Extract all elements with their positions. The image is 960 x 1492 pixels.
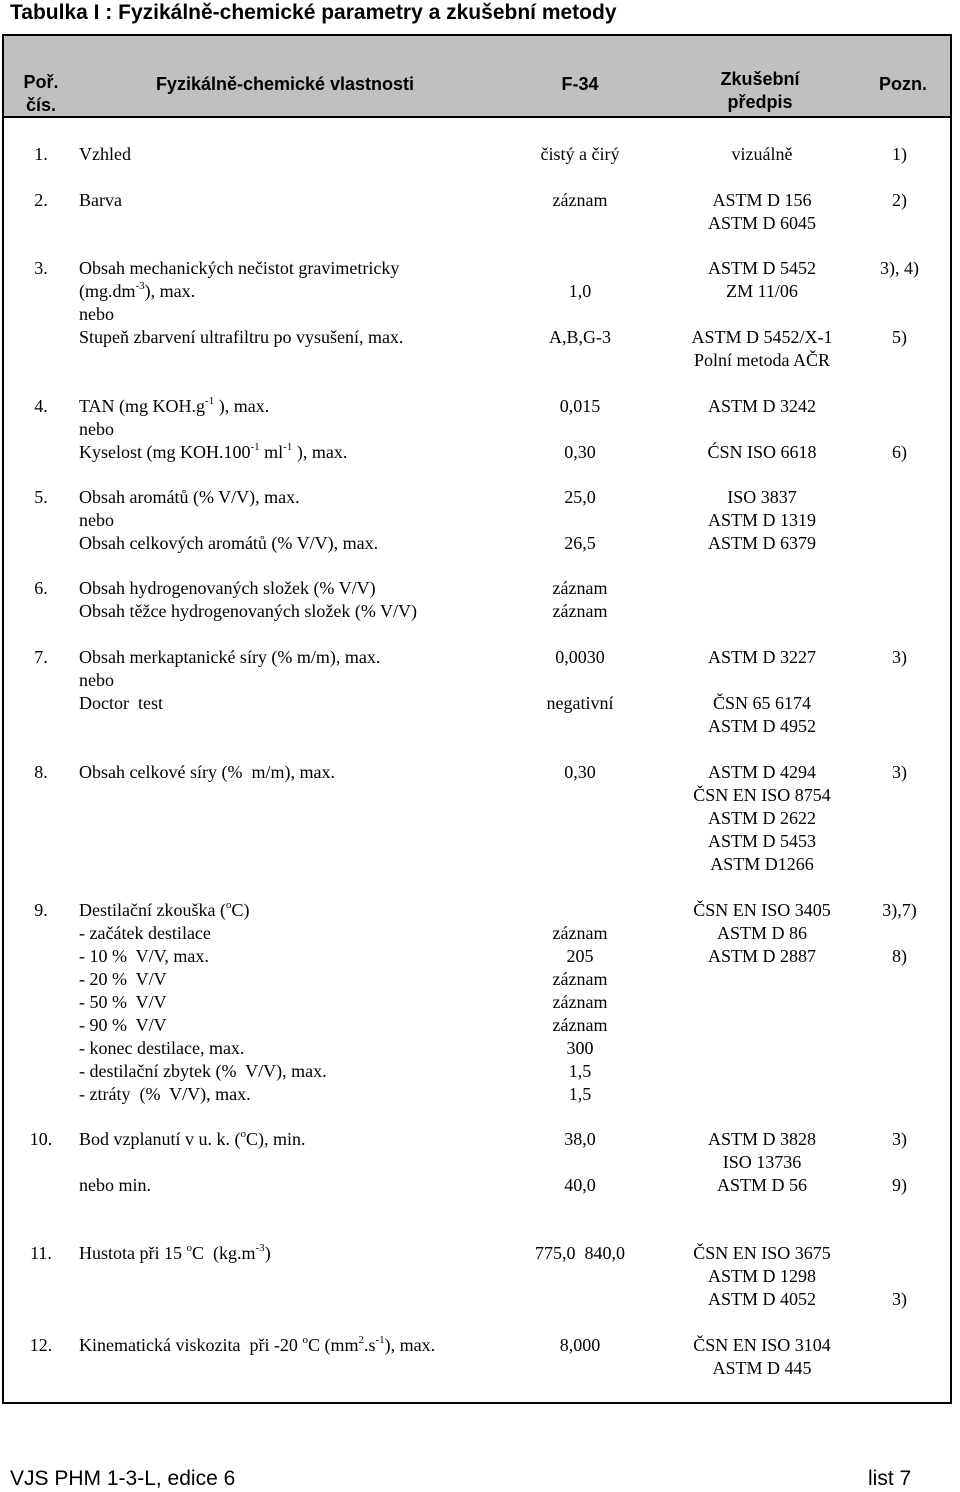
superscript: -1 bbox=[283, 441, 293, 453]
row-11-number: 11. bbox=[30, 1243, 52, 1263]
superscript: -1 bbox=[205, 395, 215, 407]
row-11-method-2: ASTM D 1298 bbox=[707, 1266, 816, 1286]
row-3-method-2: ZM 11/06 bbox=[726, 281, 798, 301]
superscript: o bbox=[302, 1334, 308, 1346]
row-12-value: 8,000 bbox=[559, 1335, 601, 1355]
row-1-method: vizuálně bbox=[731, 144, 793, 164]
row-12-method-2: ASTM D 445 bbox=[712, 1358, 812, 1378]
text: Hustota při 15 bbox=[79, 1243, 187, 1263]
row-2-method-1: ASTM D 156 bbox=[712, 190, 812, 210]
row-9-property-5: - 50 % V/V bbox=[79, 992, 167, 1012]
row-1-number: 1. bbox=[34, 144, 48, 164]
row-8-method-5: ASTM D1266 bbox=[710, 854, 814, 874]
row-7-value-2: negativní bbox=[546, 693, 614, 713]
row-3-value-1: 1,0 bbox=[568, 281, 592, 301]
row-7-method-1: ASTM D 3227 bbox=[707, 647, 816, 667]
row-4-method-1: ASTM D 3242 bbox=[707, 396, 816, 416]
row-9-note-1: 3),7) bbox=[882, 900, 917, 920]
header-property: Fyzikálně-chemické vlastnosti bbox=[155, 74, 415, 94]
row-7-property-1: Obsah merkaptanické síry (% m/m), max. bbox=[79, 647, 381, 667]
row-11-note: 3) bbox=[892, 1289, 907, 1309]
page-title: Tabulka I : Fyzikálně-chemické parametry a zkušební metody bbox=[10, 1, 617, 24]
header-divider bbox=[2, 116, 952, 118]
row-4-method-2: ĆSN ISO 6618 bbox=[707, 442, 817, 462]
row-8-method-2: ČSN EN ISO 8754 bbox=[693, 785, 831, 805]
row-3-note-1: 3), 4) bbox=[880, 258, 919, 278]
row-3-property-4: Stupeň zbarvení ultrafiltru po vysušení, max. bbox=[79, 327, 404, 347]
row-10-note-1: 3) bbox=[892, 1129, 907, 1149]
row-2-property: Barva bbox=[79, 190, 122, 210]
superscript: o bbox=[225, 899, 232, 911]
row-6-value-1: záznam bbox=[552, 578, 608, 598]
superscript: -3 bbox=[255, 1242, 265, 1254]
row-3-method-3: ASTM D 5452/X-1 bbox=[691, 327, 833, 347]
superscript: -1 bbox=[250, 441, 260, 453]
row-7-value-1: 0,0030 bbox=[555, 647, 605, 667]
header-method-line2: předpis bbox=[727, 92, 793, 112]
text: ), max. bbox=[214, 396, 270, 416]
row-8-note: 3) bbox=[892, 762, 907, 782]
row-10-value-1: 38,0 bbox=[564, 1129, 596, 1149]
row-9-value-2: záznam bbox=[552, 923, 608, 943]
header-value: F-34 bbox=[561, 74, 599, 94]
row-6-property-2: Obsah těžce hydrogenovaných složek (% V/V) bbox=[79, 601, 418, 621]
superscript: o bbox=[240, 1128, 246, 1140]
text: .s bbox=[363, 1335, 376, 1355]
text: C) bbox=[231, 900, 250, 920]
row-5-number: 5. bbox=[34, 487, 48, 507]
superscript: 2 bbox=[358, 1334, 364, 1346]
row-11-property bbox=[79, 1242, 271, 1265]
text: ), max. bbox=[144, 281, 196, 301]
row-9-value-7: 300 bbox=[566, 1038, 594, 1058]
row-11-method-3: ASTM D 4052 bbox=[707, 1289, 816, 1309]
row-4-note: 6) bbox=[892, 442, 907, 462]
row-1-note: 1) bbox=[892, 144, 907, 164]
row-5-property-2: nebo bbox=[79, 510, 114, 530]
row-9-property-6: - 90 % V/V bbox=[79, 1015, 167, 1035]
row-3-value-2: A,B,G-3 bbox=[549, 327, 611, 347]
row-8-number: 8. bbox=[34, 762, 48, 782]
row-7-method-3: ASTM D 4952 bbox=[707, 716, 816, 736]
row-11-method-1: ČSN EN ISO 3675 bbox=[693, 1243, 831, 1263]
row-10-property-2: nebo min. bbox=[79, 1175, 151, 1195]
row-9-value-3: 205 bbox=[566, 946, 594, 966]
header-method-line1: Zkušební bbox=[720, 69, 800, 89]
row-4-property-3 bbox=[79, 441, 347, 464]
text: C (kg.m bbox=[192, 1243, 256, 1263]
row-3-property-1: Obsah mechanických nečistot gravimetricky bbox=[79, 258, 400, 278]
row-3-note-2: 5) bbox=[892, 327, 907, 347]
row-9-method-3: ASTM D 2887 bbox=[707, 946, 816, 966]
row-3-property-3: nebo bbox=[79, 304, 114, 324]
superscript: o bbox=[186, 1242, 192, 1254]
text: Kyselost (mg KOH.100 bbox=[79, 442, 251, 462]
row-5-value-1: 25,0 bbox=[564, 487, 596, 507]
row-12-number: 12. bbox=[29, 1335, 53, 1355]
row-10-method-3: ASTM D 56 bbox=[716, 1175, 807, 1195]
header-number-line2: čís. bbox=[25, 95, 57, 115]
row-4-property-2: nebo bbox=[79, 419, 114, 439]
row-7-note: 3) bbox=[892, 647, 907, 667]
text: ) bbox=[264, 1243, 271, 1263]
row-5-value-2: 26,5 bbox=[564, 533, 596, 553]
row-3-property-2 bbox=[79, 280, 195, 303]
footer-document-id: VJS PHM 1-3-L, edice 6 bbox=[10, 1467, 236, 1490]
row-3-method-4: Polní metoda AČR bbox=[693, 350, 830, 370]
row-10-number: 10. bbox=[29, 1129, 53, 1149]
header-number bbox=[16, 71, 66, 117]
text: Bod vzplanutí v u. k. ( bbox=[79, 1129, 241, 1149]
row-4-property-1 bbox=[79, 395, 269, 418]
row-8-method-1: ASTM D 4294 bbox=[707, 762, 816, 782]
row-9-property-7: - konec destilace, max. bbox=[79, 1038, 245, 1058]
text: Destilační zkouška ( bbox=[79, 900, 226, 920]
row-9-value-4: záznam bbox=[552, 969, 608, 989]
row-9-value-9: 1,5 bbox=[568, 1084, 592, 1104]
row-4-value-2: 0,30 bbox=[564, 442, 596, 462]
row-9-property-8: - destilační zbytek (% V/V), max. bbox=[79, 1061, 327, 1081]
row-4-value-1: 0,015 bbox=[559, 396, 601, 416]
row-7-method-2: ČSN 65 6174 bbox=[712, 693, 811, 713]
row-8-method-3: ASTM D 2622 bbox=[707, 808, 816, 828]
text: C (mm bbox=[307, 1335, 359, 1355]
row-9-property-4: - 20 % V/V bbox=[79, 969, 167, 989]
row-2-method-2: ASTM D 6045 bbox=[707, 213, 816, 233]
row-9-value-8: 1,5 bbox=[568, 1061, 592, 1081]
row-9-value-5: záznam bbox=[552, 992, 608, 1012]
row-9-note-2: 8) bbox=[892, 946, 907, 966]
row-6-number: 6. bbox=[34, 578, 48, 598]
header-method bbox=[700, 68, 820, 114]
row-9-property-3: - 10 % V/V, max. bbox=[79, 946, 209, 966]
row-10-note-2: 9) bbox=[892, 1175, 907, 1195]
row-5-property-3: Obsah celkových aromátů (% V/V), max. bbox=[79, 533, 379, 553]
row-10-method-2: ISO 13736 bbox=[722, 1152, 802, 1172]
row-3-method-1: ASTM D 5452 bbox=[707, 258, 816, 278]
row-8-property: Obsah celkové síry (% m/m), max. bbox=[79, 762, 335, 782]
row-9-method-1: ČSN EN ISO 3405 bbox=[693, 900, 831, 920]
row-12-method-1: ČSN EN ISO 3104 bbox=[693, 1335, 831, 1355]
row-10-property-1 bbox=[79, 1128, 306, 1151]
row-5-method-3: ASTM D 6379 bbox=[707, 533, 816, 553]
row-7-property-3: Doctor test bbox=[79, 693, 163, 713]
text: ml bbox=[259, 442, 284, 462]
header-number-line1: Poř. bbox=[23, 72, 59, 92]
row-1-property: Vzhled bbox=[79, 144, 131, 164]
row-5-method-2: ASTM D 1319 bbox=[707, 510, 816, 530]
row-3-number: 3. bbox=[34, 258, 48, 278]
row-11-value: 775,0 840,0 bbox=[535, 1243, 625, 1263]
row-1-value: čistý a čirý bbox=[540, 144, 620, 164]
superscript: -3 bbox=[135, 280, 145, 292]
row-9-value-6: záznam bbox=[552, 1015, 608, 1035]
text: TAN (mg KOH.g bbox=[79, 396, 206, 416]
text: (mg.dm bbox=[79, 281, 136, 301]
row-7-property-2: nebo bbox=[79, 670, 114, 690]
text: Kinematická viskozita při -20 bbox=[79, 1335, 303, 1355]
row-5-property-1: Obsah aromátů (% V/V), max. bbox=[79, 487, 300, 507]
row-9-property-2: - začátek destilace bbox=[79, 923, 211, 943]
row-6-property-1: Obsah hydrogenovaných složek (% V/V) bbox=[79, 578, 376, 598]
row-8-method-4: ASTM D 5453 bbox=[707, 831, 816, 851]
header-note: Pozn. bbox=[879, 74, 927, 94]
text: ), max. bbox=[292, 442, 348, 462]
row-2-note: 2) bbox=[892, 190, 907, 210]
row-2-number: 2. bbox=[34, 190, 48, 210]
row-12-property bbox=[79, 1334, 435, 1357]
row-5-method-1: ISO 3837 bbox=[727, 487, 797, 507]
row-9-property-9: - ztráty (% V/V), max. bbox=[79, 1084, 251, 1104]
row-4-number: 4. bbox=[34, 396, 48, 416]
row-10-value-2: 40,0 bbox=[564, 1175, 596, 1195]
row-10-method-1: ASTM D 3828 bbox=[707, 1129, 816, 1149]
row-7-number: 7. bbox=[34, 647, 48, 667]
row-9-property-1 bbox=[79, 899, 249, 922]
superscript: -1 bbox=[375, 1334, 385, 1346]
text: ), max. bbox=[384, 1335, 436, 1355]
row-9-method-2: ASTM D 86 bbox=[716, 923, 807, 943]
row-9-number: 9. bbox=[34, 900, 48, 920]
row-2-value: záznam bbox=[552, 190, 608, 210]
row-6-value-2: záznam bbox=[552, 601, 608, 621]
text: C), min. bbox=[245, 1129, 306, 1149]
footer-page-number: list 7 bbox=[868, 1467, 912, 1490]
row-8-value: 0,30 bbox=[564, 762, 596, 782]
